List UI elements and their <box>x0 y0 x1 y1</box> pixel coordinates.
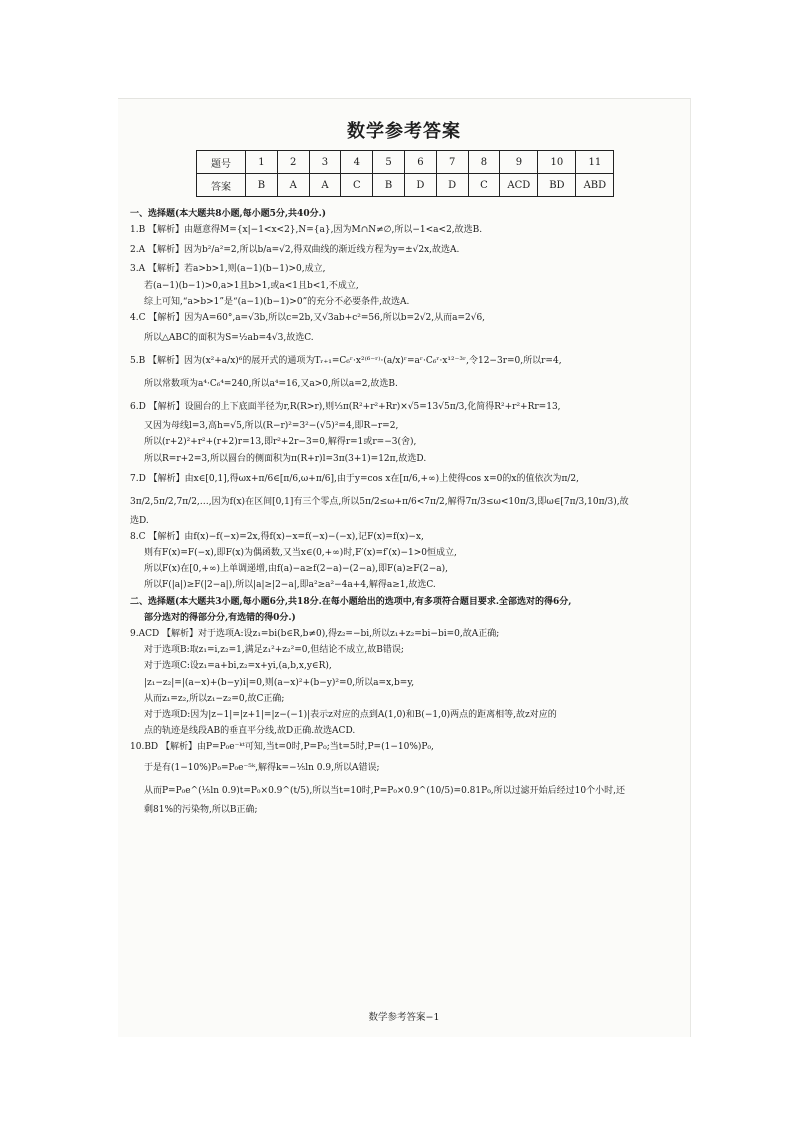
solution-line: 选D. <box>130 515 149 526</box>
solution-line: 所以△ABC的面积为S=½ab=4√3,故选C. <box>144 333 314 344</box>
solution-line: 对于选项C:设z₁=a+bi,z₂=x+yi,(a,b,x,y∈R), <box>144 661 332 672</box>
solution-line: 所以常数项为a⁴·C₆⁴=240,所以a⁴=16,又a>0,所以a=2,故选B. <box>144 379 398 390</box>
solution-line: 综上可知,“a>b>1”是“(a−1)(b−1)>0”的充分不必要条件,故选A. <box>144 296 410 307</box>
table-cell: 题号 <box>197 151 246 174</box>
table-cell: 8 <box>468 151 500 174</box>
solution-line: 对于选项B:取z₁=i,z₂=1,满足z₁²+z₂²=0,但结论不成立,故B错误; <box>144 645 404 656</box>
table-cell: 9 <box>500 151 538 174</box>
solution-line: 3π/2,5π/2,7π/2,…,因为f(x)在区间[0,1]有三个零点,所以5π/2≤ω+π/6<7π/2,解得7π/3≤ω<10π/3,即ω∈[7π/3,10π/3),故 <box>130 496 629 507</box>
solution-line: 6.D 【解析】设圆台的上下底面半径为r,R(R>r),则⅓π(R²+r²+Rr)×√5=13√5π/3,化简得R²+r²+Rr=13, <box>130 402 561 413</box>
solution-line: 3.A 【解析】若a>b>1,则(a−1)(b−1)>0,成立, <box>130 264 326 275</box>
table-cell: D <box>436 174 468 197</box>
table-cell: 1 <box>246 151 278 174</box>
solution-line: 又因为母线l=3,高h=√5,所以(R−r)²=3²−(√5)²=4,即R−r=2, <box>144 421 399 432</box>
table-cell: 11 <box>576 151 614 174</box>
table-cell: 答案 <box>197 174 246 197</box>
solution-line: 于是有(1−10%)P₀=P₀e⁻⁵ᵏ,解得k=−⅕ln 0.9,所以A错误; <box>144 762 380 773</box>
solution-line: 4.C 【解析】因为A=60°,a=√3b,所以c=2b,又√3ab+c²=56,所以b=2√2,从而a=2√6, <box>130 312 486 323</box>
section-heading: 二、选择题(本大题共3小题,每小题6分,共18分.在每小题给出的选项中,有多项符合题目要求.全部选对的得6分, <box>130 596 572 607</box>
table-row-answers <box>197 174 614 197</box>
solution-line: 则有F(x)=F(−x),即F(x)为偶函数,又当x∈(0,+∞)时,F′(x)=f′(x)−1>0恒成立, <box>144 548 457 559</box>
table-cell: B <box>373 174 405 197</box>
solution-line: 若(a−1)(b−1)>0,a>1且b>1,或a<1且b<1,不成立, <box>144 280 359 291</box>
answer-table <box>196 150 614 197</box>
solution-line: 7.D 【解析】由x∈[0,1],得ωx+π/6∈[π/6,ω+π/6],由于y=cos x在[π/6,+∞)上使得cos x=0的x的值依次为π/2, <box>130 473 579 484</box>
table-cell: 6 <box>404 151 436 174</box>
answer-sheet <box>118 98 691 1037</box>
solutions-body <box>130 207 686 819</box>
table-cell: ACD <box>500 174 538 197</box>
solution-line: 所以R=r+2=3,所以圆台的侧面积为π(R+r)l=3π(3+1)=12π,故选D. <box>144 453 427 464</box>
solution-line: 8.C 【解析】由f(x)−f(−x)=2x,得f(x)−x=f(−x)−(−x),记F(x)=f(x)−x, <box>130 531 424 542</box>
table-cell: ABD <box>576 174 614 197</box>
solution-line: 10.BD 【解析】由P=P₀e⁻ᵏᵗ可知,当t=0时,P=P₀;当t=5时,P=(1−10%)P₀, <box>130 742 434 753</box>
solution-line: |z₁−z₂|=|(a−x)+(b−y)i|=0,则(a−x)²+(b−y)²=0,所以a=x,b=y, <box>144 677 415 688</box>
table-row-numbers <box>197 151 614 174</box>
page-title: 数学参考答案 <box>347 121 461 142</box>
solution-line: 对于选项D:因为|z−1|=|z+1|=|z−(−1)|表示z对应的点到A(1,0)和B(−1,0)两点的距离相等,故z对应的 <box>144 709 557 720</box>
table-cell: 5 <box>373 151 405 174</box>
table-cell: A <box>277 174 309 197</box>
table-cell: 4 <box>341 151 373 174</box>
solution-line: 点的轨迹是线段AB的垂直平分线,故D正确.故选ACD. <box>144 726 356 737</box>
section-heading: 部分选对的得部分分,有选错的得0分.) <box>144 612 296 623</box>
solution-line: 所以F(|a|)≥F(|2−a|),所以|a|≥|2−a|,即a²≥a²−4a+4,解得a≥1,故选C. <box>144 580 436 591</box>
table-cell: 7 <box>436 151 468 174</box>
solution-line: 所以(r+2)²+r²+(r+2)r=13,即r²+2r−3=0,解得r=1或r=−3(舍), <box>144 437 417 448</box>
solution-line: 从而z₁=z₂,所以z₁−z₂=0,故C正确; <box>144 693 285 704</box>
solution-line: 2.A 【解析】因为b²/a²=2,所以b/a=√2,得双曲线的渐近线方程为y=±√2x,故选A. <box>130 245 460 256</box>
table-cell: 3 <box>309 151 341 174</box>
solution-line: 1.B 【解析】由题意得M={x|−1<x<2},N={a},因为M∩N≠∅,所以−1<a<2,故选B. <box>130 225 483 236</box>
table-cell: C <box>341 174 373 197</box>
solution-line: 从而P=P₀e^(⅕ln 0.9)t=P₀×0.9^(t/5),所以当t=10时,P=P₀×0.9^(10/5)=0.81P₀,所以过滤开始后经过10个小时,还 <box>144 785 625 796</box>
table-cell: 10 <box>538 151 576 174</box>
table-cell: B <box>246 174 278 197</box>
table-cell: A <box>309 174 341 197</box>
page-footer: 数学参考答案−1 <box>368 1012 440 1023</box>
table-cell: BD <box>538 174 576 197</box>
solution-line: 5.B 【解析】因为(x²+a/x)⁶的展开式的通项为Tᵣ₊₁=C₆ʳ·x²⁽⁶⁻ʳ⁾·(a/x)ʳ=aʳ·C₆ʳ·x¹²⁻³ʳ,令12−3r=0,所以r=4, <box>130 356 562 367</box>
table-cell: 2 <box>277 151 309 174</box>
solution-line: 剩81%的污染物,所以B正确; <box>144 804 258 815</box>
solution-line: 所以F(x)在[0,+∞)上单调递增,由f(a)−a≥f(2−a)−(2−a),即F(a)≥F(2−a), <box>144 564 448 575</box>
table-cell: C <box>468 174 500 197</box>
section-heading: 一、选择题(本大题共8小题,每小题5分,共40分.) <box>130 209 326 219</box>
solution-line: 9.ACD 【解析】对于选项A:设z₁=bi(b∈R,b≠0),得z₂=−bi,所以z₁+z₂=bi−bi=0,故A正确; <box>130 629 500 639</box>
table-cell: D <box>404 174 436 197</box>
